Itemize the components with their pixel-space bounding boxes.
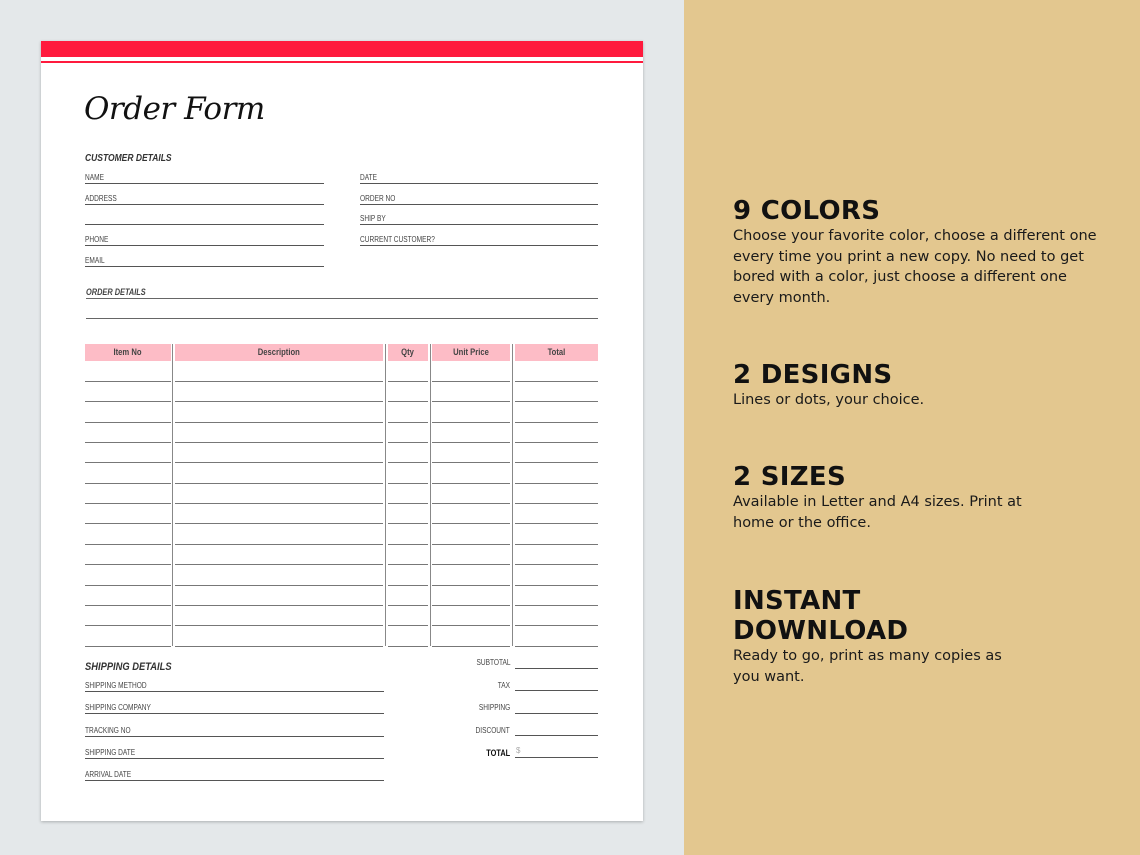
- order-no-field[interactable]: [360, 193, 598, 205]
- feature-sizes-text: Available in Letter and A4 sizes. Print at home or the office.: [733, 494, 1022, 531]
- table-row-line[interactable]: [515, 442, 598, 443]
- order-details-field-line-2[interactable]: [86, 307, 598, 319]
- table-row-line[interactable]: [85, 625, 171, 626]
- table-row-line[interactable]: [388, 625, 428, 626]
- feature-download-title: INSTANT DOWNLOAD: [733, 586, 909, 646]
- table-row-line[interactable]: [175, 585, 383, 586]
- feature-designs-text: Lines or dots, your choice.: [733, 392, 925, 408]
- email-label: EMAIL: [85, 256, 105, 265]
- feature-sizes: [733, 462, 1033, 533]
- table-row-line[interactable]: [432, 503, 510, 504]
- feature-colors-title: 9 COLORS: [733, 196, 881, 226]
- table-row-line[interactable]: [175, 442, 383, 443]
- column-separator: [512, 344, 513, 646]
- table-row-line[interactable]: [388, 523, 428, 524]
- email-field[interactable]: [85, 255, 324, 267]
- order-details-heading: ORDER DETAILS: [86, 287, 146, 297]
- phone-field[interactable]: [85, 234, 324, 246]
- table-row-line[interactable]: [388, 564, 428, 565]
- table-row-line[interactable]: [432, 462, 510, 463]
- table-row-line[interactable]: [515, 585, 598, 586]
- table-row-line[interactable]: [432, 442, 510, 443]
- table-row-line[interactable]: [388, 503, 428, 504]
- order-form-sheet: [41, 41, 643, 821]
- table-row-line[interactable]: [432, 401, 510, 402]
- table-row-line[interactable]: [175, 503, 383, 504]
- date-field[interactable]: [360, 172, 598, 184]
- shipping-date-label: SHIPPING DATE: [85, 748, 136, 757]
- column-separator: [172, 344, 173, 646]
- total-field[interactable]: [515, 757, 598, 758]
- table-row-line[interactable]: [432, 564, 510, 565]
- col-header-item-no: Item No: [85, 344, 171, 361]
- table-row-line[interactable]: [85, 462, 171, 463]
- table-row-line[interactable]: [515, 381, 598, 382]
- shipping-method-label: SHIPPING METHOD: [85, 681, 147, 690]
- table-row-line[interactable]: [85, 646, 171, 647]
- shipping-field[interactable]: [515, 713, 598, 714]
- tracking-no-field[interactable]: [85, 725, 384, 737]
- ship-by-field[interactable]: [360, 213, 598, 225]
- subtotal-label: SUBTOTAL: [475, 658, 510, 667]
- table-row-line[interactable]: [515, 422, 598, 423]
- table-row-line[interactable]: [432, 625, 510, 626]
- col-header-description: Description: [175, 344, 383, 361]
- col-header-total: Total: [515, 344, 598, 361]
- shipping-date-field[interactable]: [85, 747, 384, 759]
- order-no-label: ORDER NO: [360, 194, 396, 203]
- name-label: NAME: [85, 173, 104, 182]
- table-row-line[interactable]: [175, 544, 383, 545]
- col-header-unit-price: Unit Price: [432, 344, 510, 361]
- subtotal-field[interactable]: [515, 668, 598, 669]
- tax-label: TAX: [497, 681, 510, 690]
- table-row-line[interactable]: [175, 605, 383, 606]
- feature-colors-text: Choose your favorite color, choose a different one every time you print a new copy. No need to get bored with a color, just choose a different one every month.: [733, 228, 1097, 306]
- table-row-line[interactable]: [515, 462, 598, 463]
- table-row-line[interactable]: [388, 422, 428, 423]
- table-row-line[interactable]: [432, 422, 510, 423]
- table-row-line[interactable]: [388, 381, 428, 382]
- table-row-line[interactable]: [388, 442, 428, 443]
- table-row-line[interactable]: [85, 544, 171, 545]
- shipping-company-label: SHIPPING COMPANY: [85, 703, 151, 712]
- table-row-line[interactable]: [85, 401, 171, 402]
- feature-sizes-title: 2 SIZES: [733, 462, 846, 492]
- discount-label: DISCOUNT: [475, 726, 510, 735]
- table-row-line[interactable]: [432, 646, 510, 647]
- table-row-line[interactable]: [515, 483, 598, 484]
- column-separator: [430, 344, 431, 646]
- table-row-line[interactable]: [85, 523, 171, 524]
- table-row-line[interactable]: [515, 646, 598, 647]
- table-row-line[interactable]: [432, 381, 510, 382]
- table-row-line[interactable]: [85, 503, 171, 504]
- feature-panel: [684, 0, 1140, 855]
- col-header-qty: Qty: [388, 344, 428, 361]
- table-row-line[interactable]: [388, 462, 428, 463]
- table-row-line[interactable]: [85, 483, 171, 484]
- table-row-line[interactable]: [85, 605, 171, 606]
- table-row-line[interactable]: [388, 585, 428, 586]
- table-row-line[interactable]: [432, 483, 510, 484]
- shipping-company-field[interactable]: [85, 702, 384, 714]
- feature-download-text: Ready to go, print as many copies as you want.: [733, 648, 1002, 685]
- table-row-line[interactable]: [515, 544, 598, 545]
- table-row-line[interactable]: [175, 625, 383, 626]
- address-field[interactable]: [85, 193, 324, 205]
- table-row-line[interactable]: [432, 585, 510, 586]
- table-row-line[interactable]: [175, 564, 383, 565]
- column-separator: [385, 344, 386, 646]
- discount-field[interactable]: [515, 735, 598, 736]
- table-row-line[interactable]: [515, 564, 598, 565]
- form-title: Order Form: [84, 91, 265, 127]
- arrival-date-field[interactable]: [85, 769, 384, 781]
- order-details-field[interactable]: [86, 287, 598, 299]
- table-row-line[interactable]: [388, 646, 428, 647]
- table-row-line[interactable]: [432, 544, 510, 545]
- feature-designs: [733, 360, 1103, 411]
- table-row-line[interactable]: [85, 422, 171, 423]
- table-row-line[interactable]: [515, 625, 598, 626]
- table-row-line[interactable]: [515, 503, 598, 504]
- shipping-details-heading: SHIPPING DETAILS: [85, 661, 172, 673]
- table-row-line[interactable]: [388, 401, 428, 402]
- table-row-line[interactable]: [388, 605, 428, 606]
- name-field[interactable]: [85, 172, 324, 184]
- shipping-method-field[interactable]: [85, 680, 384, 692]
- table-row-line[interactable]: [175, 422, 383, 423]
- address-label: ADDRESS: [85, 194, 117, 203]
- ship-by-label: SHIP BY: [360, 214, 386, 223]
- header-accent-bar: [41, 41, 643, 57]
- table-row-line[interactable]: [85, 442, 171, 443]
- table-row-line[interactable]: [515, 401, 598, 402]
- table-row-line[interactable]: [175, 462, 383, 463]
- table-row-line[interactable]: [515, 523, 598, 524]
- tracking-no-label: TRACKING NO: [85, 726, 131, 735]
- currency-symbol: $: [516, 746, 521, 755]
- table-row-line[interactable]: [515, 605, 598, 606]
- phone-label: PHONE: [85, 235, 109, 244]
- table-row-line[interactable]: [388, 544, 428, 545]
- feature-colors: [733, 196, 1103, 308]
- table-row-line[interactable]: [85, 585, 171, 586]
- table-row-line[interactable]: [175, 523, 383, 524]
- tax-field[interactable]: [515, 690, 598, 691]
- current-customer-field[interactable]: [360, 234, 598, 246]
- date-label: DATE: [360, 173, 378, 182]
- header-accent-line: [41, 61, 643, 63]
- customer-details-heading: CUSTOMER DETAILS: [85, 153, 172, 164]
- table-row-line[interactable]: [432, 523, 510, 524]
- table-row-line[interactable]: [175, 381, 383, 382]
- current-customer-label: CURRENT CUSTOMER?: [360, 235, 435, 244]
- table-row-line[interactable]: [432, 605, 510, 606]
- table-row-line[interactable]: [85, 381, 171, 382]
- arrival-date-label: ARRIVAL DATE: [85, 770, 132, 779]
- address-field-line-2[interactable]: [85, 213, 324, 225]
- total-label: TOTAL: [486, 748, 510, 758]
- feature-designs-title: 2 DESIGNS: [733, 360, 893, 390]
- table-row-line[interactable]: [175, 483, 383, 484]
- table-row-line[interactable]: [175, 401, 383, 402]
- shipping-label: SHIPPING: [478, 703, 510, 712]
- feature-download: [733, 586, 1023, 687]
- table-row-line[interactable]: [175, 646, 383, 647]
- table-row-line[interactable]: [85, 564, 171, 565]
- table-row-line[interactable]: [388, 483, 428, 484]
